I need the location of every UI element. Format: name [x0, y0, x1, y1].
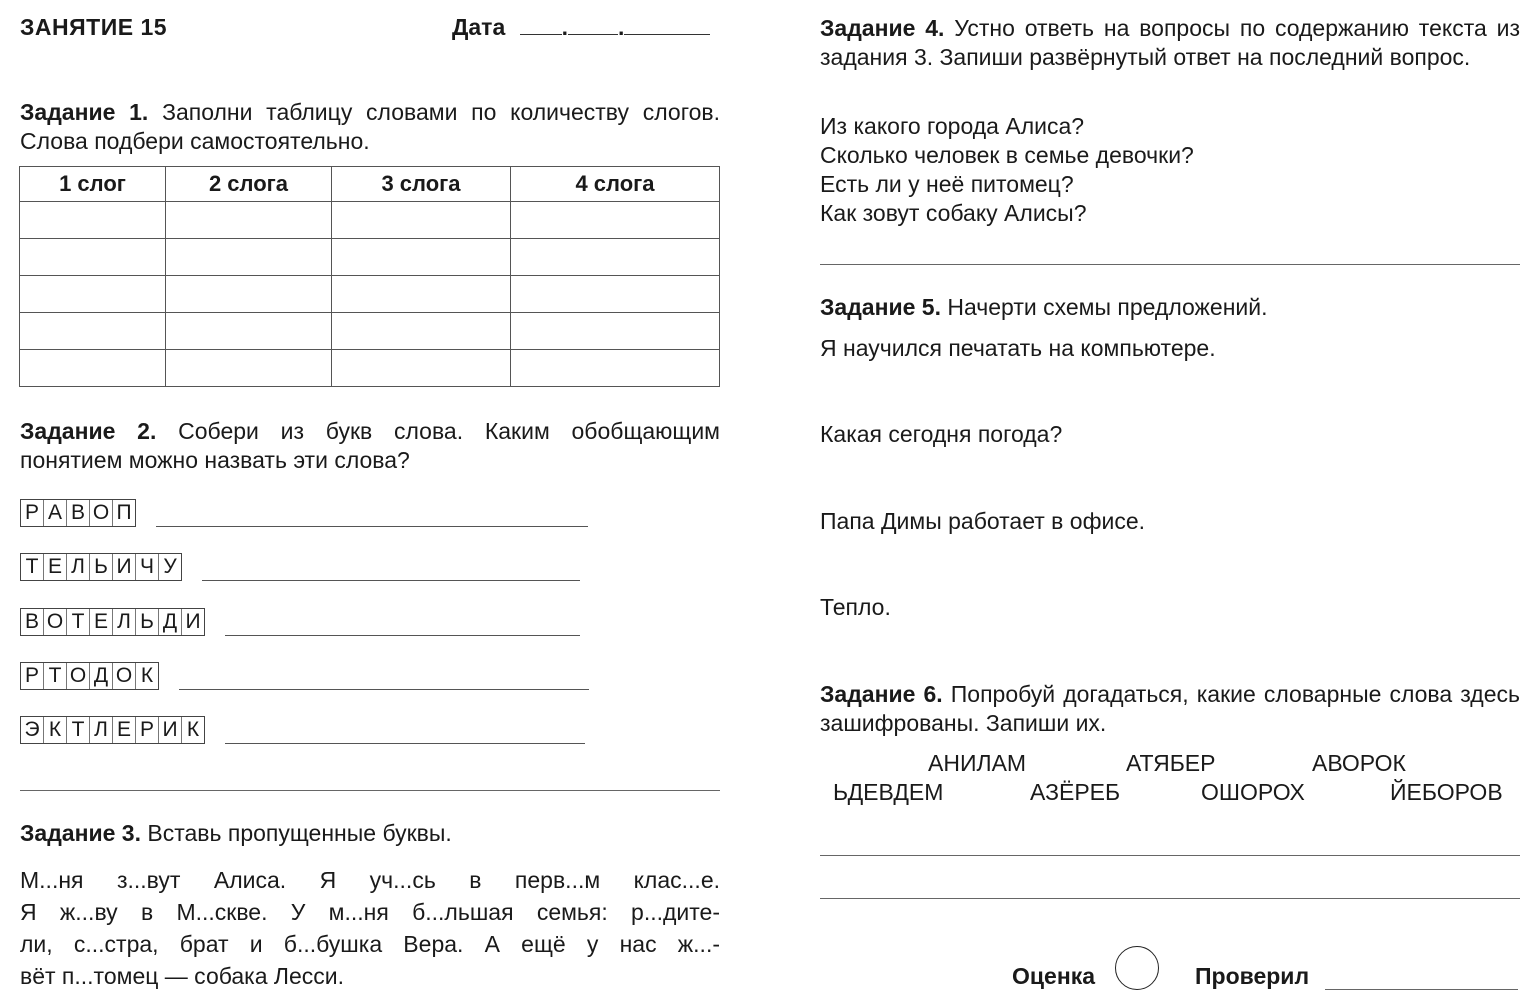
task2-label: Задание 2.: [20, 418, 157, 444]
task3-line: вёт п...томец — собака Лесси.: [20, 963, 345, 989]
letter-cell: Э: [21, 717, 44, 743]
scrambled-word-row: [20, 499, 588, 527]
task4-questions: [820, 112, 1520, 228]
letter-cell: Ь: [90, 554, 113, 580]
letter-cell: И: [185, 610, 201, 633]
table-cell[interactable]: [20, 202, 166, 239]
table-cell[interactable]: [20, 313, 166, 350]
letter-cell: Т: [21, 554, 44, 580]
table-row: [20, 276, 720, 313]
answer-line[interactable]: [820, 898, 1520, 899]
task3-line: Я ж...ву в М...скве. У м...ня б...льшая семья: р...дите-: [20, 899, 720, 925]
letter-boxes: [20, 662, 159, 690]
letter-cell: О: [67, 663, 90, 689]
task3-line: М...ня з...вут Алиса. Я уч...сь в перв...м клас...е.: [20, 867, 720, 893]
answer-line[interactable]: [202, 579, 580, 581]
task6-text: Попробуй догадаться, какие словарные слова здесь зашифрованы. Запиши их.: [820, 681, 1520, 736]
divider: [20, 790, 720, 791]
letter-cell: Л: [67, 554, 90, 580]
question: Из какого города Алиса?: [820, 113, 1085, 139]
task5-label: Задание 5.: [820, 294, 941, 320]
answer-line[interactable]: [156, 525, 588, 527]
letter-boxes: [20, 499, 136, 527]
table-row: [20, 239, 720, 276]
table-cell[interactable]: [332, 202, 511, 239]
table-cell[interactable]: [20, 239, 166, 276]
table-cell[interactable]: [166, 276, 332, 313]
date-month-blank[interactable]: [568, 14, 618, 35]
table-cell[interactable]: [511, 239, 720, 276]
scrambled-word-row: [20, 608, 580, 636]
table-cell[interactable]: [20, 276, 166, 313]
signature-line[interactable]: [1325, 989, 1518, 990]
letter-boxes: [20, 608, 205, 636]
letter-cell: А: [44, 500, 67, 526]
lesson-title: ЗАНЯТИЕ 15: [20, 14, 168, 40]
letter-cell: Л: [113, 609, 136, 635]
sentence: Я научился печатать на компьютере.: [820, 335, 1216, 361]
letter-cell: Р: [136, 717, 159, 743]
task1-text: Заполни таблицу словами по количеству слогов. Слова подбери самостоятельно.: [20, 99, 720, 154]
task3-label: Задание 3.: [20, 820, 141, 846]
cipher-word: АНИЛАМ: [928, 750, 1027, 776]
task3-text-block: [20, 864, 720, 992]
sentence: Какая сегодня погода?: [820, 421, 1063, 447]
scrambled-word-row: [20, 716, 585, 744]
letter-cell: Д: [90, 663, 113, 689]
checked-label: Проверил: [1195, 963, 1310, 989]
letter-cell: П: [116, 501, 132, 524]
answer-line[interactable]: [179, 688, 589, 690]
task1-label: Задание 1.: [20, 99, 149, 125]
letter-cell: И: [113, 554, 136, 580]
answer-line[interactable]: [225, 742, 585, 744]
letter-cell: Е: [90, 609, 113, 635]
letter-cell: Л: [90, 717, 113, 743]
task4-prompt: [820, 14, 1520, 72]
letter-cell: О: [44, 609, 67, 635]
date-day-blank[interactable]: [520, 14, 562, 35]
cipher-word: ЬДЕВДЕМ: [833, 779, 944, 805]
table-row: [20, 350, 720, 387]
table-cell[interactable]: [332, 276, 511, 313]
grade-circle[interactable]: [1115, 946, 1159, 990]
letter-cell: О: [113, 663, 136, 689]
column-header: 3 слога: [332, 167, 511, 202]
date-label: Дата: [452, 14, 506, 40]
cipher-word: АВОРОК: [1312, 750, 1406, 776]
letter-cell: У: [163, 555, 177, 578]
task6-label: Задание 6.: [820, 681, 943, 707]
task3-prompt: [20, 819, 720, 848]
syllable-table: [19, 166, 720, 387]
column-header: 1 слог: [20, 167, 166, 202]
table-cell[interactable]: [511, 313, 720, 350]
answer-line[interactable]: [820, 855, 1520, 856]
letter-cell: О: [90, 500, 113, 526]
sentence: Тепло.: [820, 594, 891, 620]
date-field[interactable]: [452, 14, 710, 41]
grade-label: Оценка: [1012, 963, 1096, 989]
letter-cell: Д: [159, 609, 182, 635]
cipher-word: ЙЕБОРОВ: [1390, 779, 1503, 805]
letter-cell: Р: [21, 500, 44, 526]
letter-cell: Т: [67, 609, 90, 635]
task3-text: Вставь пропущенные буквы.: [147, 820, 452, 846]
task6-prompt: [820, 680, 1520, 738]
table-cell[interactable]: [511, 350, 720, 387]
answer-line[interactable]: [820, 264, 1520, 265]
task4-text: Устно ответь на вопросы по содержанию текста из задания 3. Запиши развёрнутый ответ на последний вопрос.: [820, 15, 1520, 70]
task5-text: Начерти схемы предложений.: [947, 294, 1268, 320]
letter-cell: Е: [113, 717, 136, 743]
table-row: [20, 313, 720, 350]
table-row: [20, 202, 720, 239]
letter-cell: Р: [21, 663, 44, 689]
task5-prompt: [820, 293, 1520, 322]
task1-prompt: [20, 98, 720, 156]
table-cell[interactable]: [166, 202, 332, 239]
table-cell[interactable]: [20, 350, 166, 387]
date-separator: .: [561, 14, 569, 40]
table-cell[interactable]: [332, 350, 511, 387]
letter-cell: Е: [44, 554, 67, 580]
table-cell[interactable]: [332, 313, 511, 350]
question: Как зовут собаку Алисы?: [820, 200, 1087, 226]
scrambled-word-row: [20, 553, 580, 581]
table-cell[interactable]: [511, 202, 720, 239]
date-year-blank[interactable]: [624, 14, 710, 35]
table-cell[interactable]: [166, 313, 332, 350]
letter-cell: Ь: [136, 609, 159, 635]
letter-cell: К: [44, 717, 67, 743]
column-header: 4 слога: [511, 167, 720, 202]
date-separator: .: [618, 14, 625, 40]
letter-cell: К: [186, 718, 200, 741]
cipher-word: АЗЁРЕБ: [1030, 779, 1121, 805]
cipher-word: ОШОРОХ: [1201, 779, 1305, 805]
letter-cell: В: [67, 500, 90, 526]
letter-cell: Ч: [136, 554, 159, 580]
table-cell[interactable]: [166, 239, 332, 276]
letter-cell: Т: [44, 663, 67, 689]
table-cell[interactable]: [332, 239, 511, 276]
sentence: Папа Димы работает в офисе.: [820, 508, 1146, 534]
letter-boxes: [20, 553, 182, 581]
answer-line[interactable]: [225, 634, 580, 636]
table-cell[interactable]: [166, 350, 332, 387]
letter-cell: Т: [67, 717, 90, 743]
task2-text: Собери из букв слова. Каким обобщающим понятием можно назвать эти слова?: [20, 418, 720, 473]
letter-cell: К: [140, 664, 154, 687]
task3-line: ли, с...стра, брат и б...бушка Вера. А ещё у нас ж...-: [20, 931, 720, 957]
table-header-row: [20, 167, 720, 202]
letter-boxes: [20, 716, 205, 744]
cipher-word: АТЯБЕР: [1126, 750, 1216, 776]
column-header: 2 слога: [166, 167, 332, 202]
letter-cell: И: [159, 717, 182, 743]
table-cell[interactable]: [511, 276, 720, 313]
task2-prompt: [20, 417, 720, 475]
question: Есть ли у неё питомец?: [820, 171, 1074, 197]
scrambled-word-row: [20, 662, 589, 690]
task4-label: Задание 4.: [820, 15, 945, 41]
question: Сколько человек в семье девочки?: [820, 142, 1194, 168]
letter-cell: В: [21, 609, 44, 635]
